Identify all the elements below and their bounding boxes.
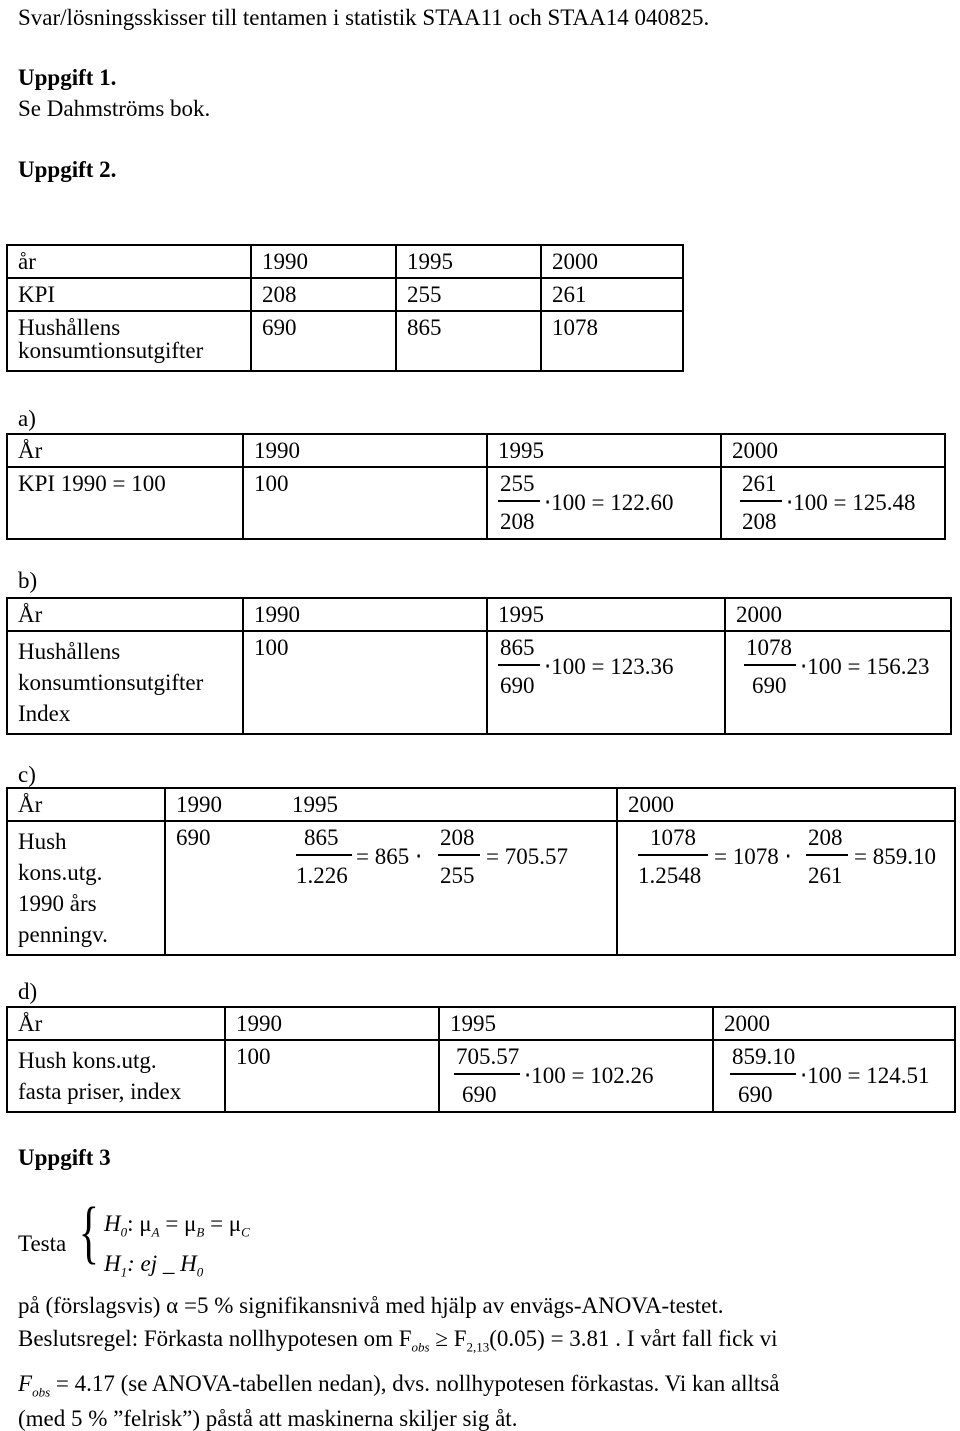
table-c [6, 787, 956, 956]
formula-cell: 261 208 ⋅100 = 125.48 [721, 467, 945, 539]
table-cell: 2000 [713, 1007, 955, 1040]
data-table [6, 244, 684, 372]
page-title: Svar/lösningsskisser till tentamen i statistik STAA11 och STAA14 040825. [18, 5, 710, 30]
table-cell: 690 [251, 311, 396, 371]
table-cell: 1990 [165, 788, 282, 821]
brace-icon: { [78, 1194, 99, 1271]
formula-cell: 705.57 690 ⋅100 = 102.26 [439, 1040, 713, 1112]
table-b [6, 597, 952, 735]
table-cell: 100 [243, 631, 487, 734]
table-cell: 1078 [541, 311, 683, 371]
table-cell: 1990 [251, 245, 396, 278]
paragraph-line: (med 5 % ”felrisk”) påstå att maskinerna skiljer sig åt. [18, 1406, 518, 1431]
table-cell: 255 [396, 278, 541, 311]
table-cell: 1995 [487, 598, 725, 631]
section-c-label: c) [18, 762, 36, 787]
table-cell: 1990 [225, 1007, 439, 1040]
table-a [6, 433, 946, 540]
formula-cell: 1078 1.2548 = 1078 ⋅ 208 261 = 859.10 [617, 821, 955, 955]
formula-cell: 865 690 ⋅100 = 123.36 [487, 631, 725, 734]
paragraph-line: på (förslagsvis) α =5 % signifikansnivå med hjälp av envägs-ANOVA-testet. [18, 1293, 724, 1318]
paragraph-line: Beslutsregel: Förkasta nollhypotesen om $F_{obs} \ge F_{2,13}(0.05) = 3.81$ . I vårt fall fick vi [18, 1326, 778, 1355]
table-cell: 100 [243, 467, 487, 539]
paragraph-line: $F_{obs} = 4.17$ (se ANOVA-tabellen nedan), dvs. nollhypotesen förkastas. Vi kan alltså [18, 1371, 780, 1400]
task1-heading: Uppgift 1. [18, 65, 117, 90]
table-cell: År [7, 1007, 225, 1040]
table-cell: 100 [225, 1040, 439, 1112]
table-cell: KPI [7, 278, 251, 311]
table-cell: 1990 [243, 434, 487, 467]
table-cell: 1990 [243, 598, 487, 631]
section-b-label: b) [18, 568, 38, 593]
section-d-label: d) [18, 979, 38, 1004]
section-a-label: a) [18, 406, 36, 431]
table-cell: 690 [165, 821, 282, 955]
formula-cell: 255 208 ⋅100 = 122.60 [487, 467, 721, 539]
table-cell: Hush kons.utg. fasta priser, index [7, 1040, 225, 1112]
h1-hypothesis: $H_1$: ej _ $H_0$ [104, 1251, 204, 1280]
table-cell: 2000 [721, 434, 945, 467]
h0-hypothesis: $H_0$: $\mu_A = \mu_B = \mu_C$ [104, 1211, 250, 1240]
table-cell: År [7, 598, 243, 631]
table-cell: 2000 [617, 788, 955, 821]
table-cell: år [7, 245, 251, 278]
task1-text: Se Dahmströms bok. [18, 96, 211, 121]
table-d [6, 1006, 956, 1113]
table-cell: Hushållens konsumtionsutgifter [7, 311, 251, 371]
table-cell: 2000 [541, 245, 683, 278]
table-cell: 2000 [725, 598, 951, 631]
formula-cell: 859.10 690 ⋅100 = 124.51 [713, 1040, 955, 1112]
table-cell: Hushållens konsumtionsutgifter Index [7, 631, 243, 734]
table-cell: KPI 1990 = 100 [7, 467, 243, 539]
task2-heading: Uppgift 2. [18, 157, 117, 182]
testa-label: Testa [18, 1231, 67, 1256]
formula-cell: 865 1.226 = 865 ⋅ 208 255 = 705.57 [282, 821, 617, 955]
table-cell: 1995 [282, 788, 617, 821]
table-cell: 1995 [487, 434, 721, 467]
task3-heading: Uppgift 3 [18, 1145, 111, 1170]
table-cell: År [7, 788, 165, 821]
table-cell: Hush kons.utg. 1990 års penningv. [7, 821, 165, 955]
table-cell: 865 [396, 311, 541, 371]
table-cell: 261 [541, 278, 683, 311]
formula-cell: 1078 690 ⋅100 = 156.23 [725, 631, 951, 734]
table-cell: 1995 [396, 245, 541, 278]
table-cell: 208 [251, 278, 396, 311]
table-cell: 1995 [439, 1007, 713, 1040]
table-cell: År [7, 434, 243, 467]
